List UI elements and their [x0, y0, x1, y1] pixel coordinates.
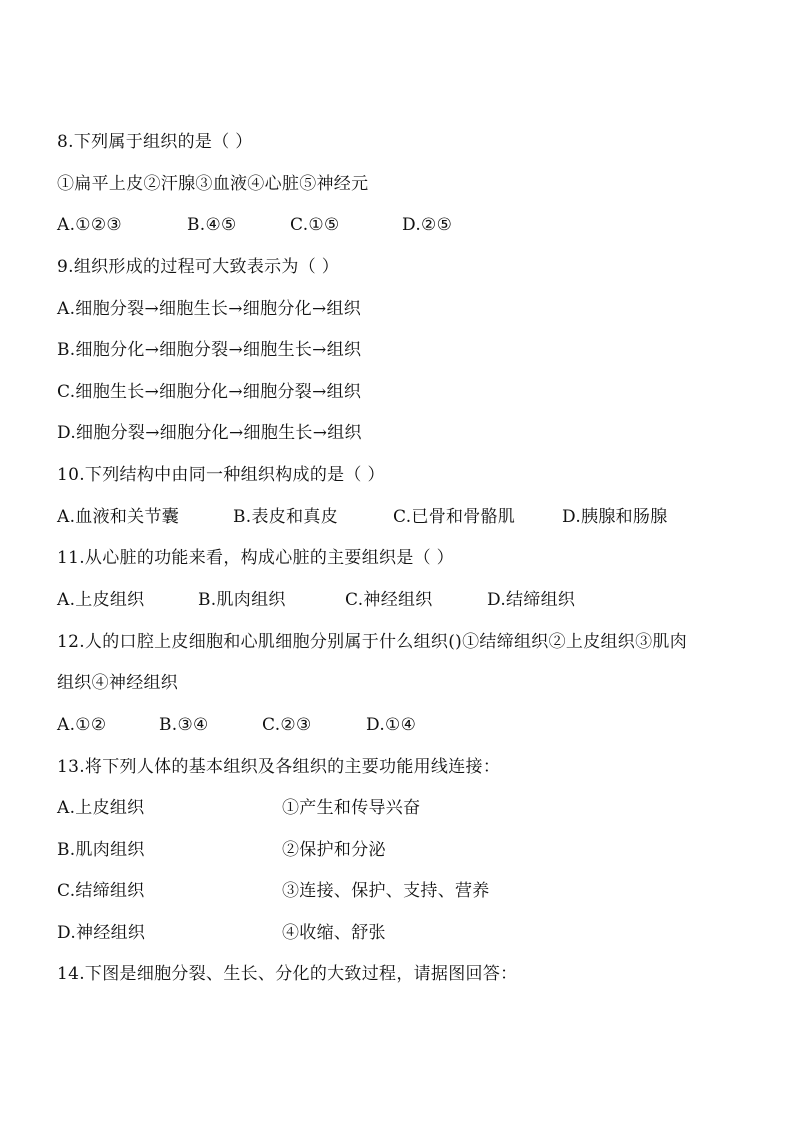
q14-stem: 14.下图是细胞分裂、生长、分化的大致过程，请据图回答：	[57, 964, 518, 984]
q13-tissue-c: C.结缔组织	[57, 881, 145, 901]
q9-option-d: D.细胞分裂→细胞分化→细胞生长→组织	[57, 423, 362, 443]
q8-option-c: C.①⑤	[290, 215, 340, 235]
q11-option-c: C.神经组织	[345, 590, 433, 610]
q13-function-3: ③连接、保护、支持、营养	[282, 881, 490, 901]
q8-stem: 8.下列属于组织的是（ ）	[57, 132, 253, 152]
q10-stem: 10.下列结构中由同一种组织构成的是（ ）	[57, 465, 385, 485]
q11-option-b: B.肌肉组织	[198, 590, 286, 610]
q9-option-b: B.细胞分化→细胞分裂→细胞生长→组织	[57, 340, 362, 360]
q12-option-c: C.②③	[262, 715, 312, 735]
q10-option-d: D.胰腺和肠腺	[562, 507, 668, 527]
q12-option-d: D.①④	[366, 715, 417, 735]
q8-items: ①扁平上皮②汗腺③血液④心脏⑤神经元	[57, 174, 369, 194]
q8-option-d: D.②⑤	[402, 215, 453, 235]
q10-option-c: C.已骨和骨骼肌	[393, 507, 516, 527]
q11-option-a: A.上皮组织	[57, 590, 145, 610]
q8-option-b: B.④⑤	[187, 215, 237, 235]
q12-option-a: A.①②	[57, 715, 107, 735]
q10-option-a: A.血液和关节囊	[57, 507, 180, 527]
q8-option-a: A.①②③	[57, 215, 122, 235]
q13-tissue-a: A.上皮组织	[57, 798, 145, 818]
q11-option-d: D.结缔组织	[487, 590, 576, 610]
q13-tissue-d: D.神经组织	[57, 923, 146, 943]
q13-function-4: ④收缩、舒张	[282, 923, 386, 943]
q9-option-c: C.细胞生长→细胞分化→细胞分裂→组织	[57, 382, 362, 402]
q13-function-1: ①产生和传导兴奋	[282, 798, 421, 818]
q12-stem-line1: 12.人的口腔上皮细胞和心肌细胞分别属于什么组织()①结缔组织②上皮组织③肌肉	[57, 632, 687, 652]
q12-stem-line2: 组织④神经组织	[57, 673, 179, 693]
q12-option-b: B.③④	[159, 715, 209, 735]
q13-tissue-b: B.肌肉组织	[57, 840, 145, 860]
q9-option-a: A.细胞分裂→细胞生长→细胞分化→组织	[57, 299, 362, 319]
q9-stem: 9.组织形成的过程可大致表示为（ ）	[57, 257, 340, 277]
q13-stem: 13.将下列人体的基本组织及各组织的主要功能用线连接：	[57, 757, 501, 777]
q10-option-b: B.表皮和真皮	[233, 507, 338, 527]
q13-function-2: ②保护和分泌	[282, 840, 386, 860]
q11-stem: 11.从心脏的功能来看，构成心脏的主要组织是（ ）	[57, 548, 454, 568]
